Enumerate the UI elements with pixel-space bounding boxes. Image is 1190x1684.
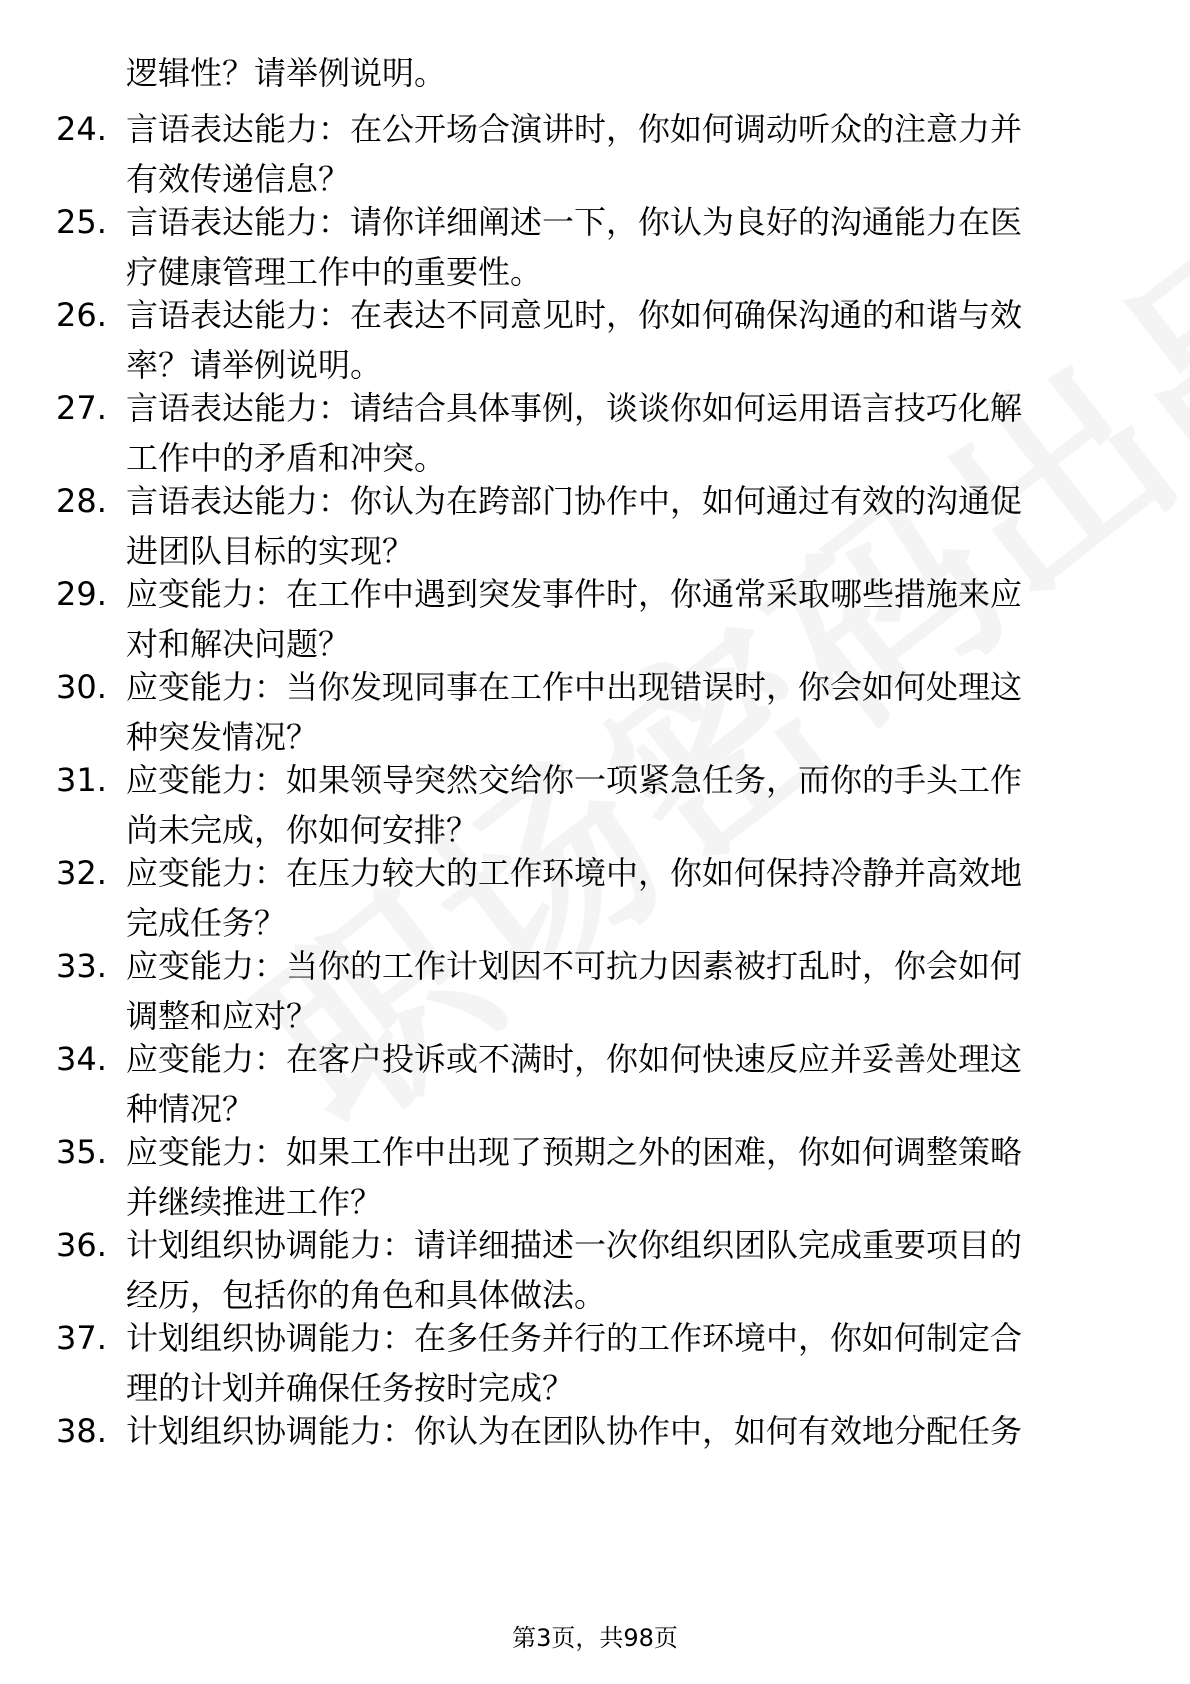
- question-line: 言语表达能力：在表达不同意见时，你如何确保沟通的和谐与效: [126, 296, 1023, 334]
- question-text: [126, 1034, 1116, 1134]
- question-text: [126, 662, 1116, 762]
- question-line: 进团队目标的实现？: [126, 532, 415, 570]
- question-text: [126, 104, 1116, 204]
- question-text: [126, 1313, 1116, 1413]
- question-text: [126, 1220, 1116, 1320]
- question-line: 言语表达能力：请结合具体事例，谈谈你如何运用语言技巧化解: [126, 389, 1023, 427]
- question-number: 28.: [56, 482, 107, 520]
- question-text: [126, 941, 1116, 1041]
- question-line: 应变能力：如果工作中出现了预期之外的困难，你如何调整策略: [126, 1133, 1023, 1171]
- question-line: 有效传递信息？: [126, 160, 351, 198]
- question-number: 38.: [56, 1412, 107, 1450]
- question-number: 25.: [56, 203, 107, 241]
- question-line: 并继续推进工作？: [126, 1183, 383, 1221]
- question-text: [126, 755, 1116, 855]
- question-line: 种突发情况？: [126, 718, 319, 756]
- question-line: 应变能力：在压力较大的工作环境中，你如何保持冷静并高效地: [126, 854, 1023, 892]
- question-line: 应变能力：在客户投诉或不满时，你如何快速反应并妥善处理这: [126, 1040, 1023, 1078]
- question-number: 31.: [56, 761, 107, 799]
- question-line: 种情况？: [126, 1090, 255, 1128]
- question-text: [126, 383, 1116, 483]
- question-line: 应变能力：在工作中遇到突发事件时，你通常采取哪些措施来应: [126, 575, 1023, 613]
- question-number: 27.: [56, 389, 107, 427]
- question-line: 理的计划并确保任务按时完成？: [126, 1369, 575, 1407]
- question-line: 尚未完成，你如何安排？: [126, 811, 479, 849]
- question-line: 率？请举例说明。: [126, 346, 383, 384]
- question-line: 言语表达能力：在公开场合演讲时，你如何调动听众的注意力并: [126, 110, 1023, 148]
- question-line: 对和解决问题？: [126, 625, 351, 663]
- question-number: 26.: [56, 296, 107, 334]
- question-number: 24.: [56, 110, 107, 148]
- question-line: 完成任务？: [126, 904, 287, 942]
- question-line: 工作中的矛盾和冲突。: [126, 439, 447, 477]
- question-number: 32.: [56, 854, 107, 892]
- question-line: 言语表达能力：请你详细阐述一下，你认为良好的沟通能力在医: [126, 203, 1023, 241]
- question-number: 34.: [56, 1040, 107, 1078]
- question-text: [126, 1406, 1116, 1456]
- question-line: 应变能力：当你发现同事在工作中出现错误时，你会如何处理这: [126, 668, 1023, 706]
- question-line: 计划组织协调能力：请详细描述一次你组织团队完成重要项目的: [126, 1226, 1023, 1264]
- question-text: [126, 290, 1116, 390]
- question-number: 33.: [56, 947, 107, 985]
- question-line: 经历，包括你的角色和具体做法。: [126, 1276, 607, 1314]
- page-footer: 第3页，共98页: [512, 1624, 678, 1652]
- question-line: 言语表达能力：你认为在跨部门协作中，如何通过有效的沟通促: [126, 482, 1023, 520]
- question-text: [126, 197, 1116, 297]
- question-number: 29.: [56, 575, 107, 613]
- question-line: 应变能力：如果领导突然交给你一项紧急任务，而你的手头工作: [126, 761, 1023, 799]
- question-number: 35.: [56, 1133, 107, 1171]
- question-line: 疗健康管理工作中的重要性。: [126, 253, 543, 291]
- question-text: [126, 1127, 1116, 1227]
- question-number: 30.: [56, 668, 107, 706]
- question-number: 36.: [56, 1226, 107, 1264]
- question-number: 37.: [56, 1319, 107, 1357]
- question-text: [126, 569, 1116, 669]
- question-line: 应变能力：当你的工作计划因不可抗力因素被打乱时，你会如何: [126, 947, 1023, 985]
- question-line: 计划组织协调能力：在多任务并行的工作环境中，你如何制定合: [126, 1319, 1023, 1357]
- question-line: 计划组织协调能力：你认为在团队协作中，如何有效地分配任务: [126, 1412, 1023, 1450]
- question-line: 调整和应对？: [126, 997, 319, 1035]
- question-text: [126, 476, 1116, 576]
- continuation-line: 逻辑性？请举例说明。: [126, 54, 447, 92]
- question-text: [126, 848, 1116, 948]
